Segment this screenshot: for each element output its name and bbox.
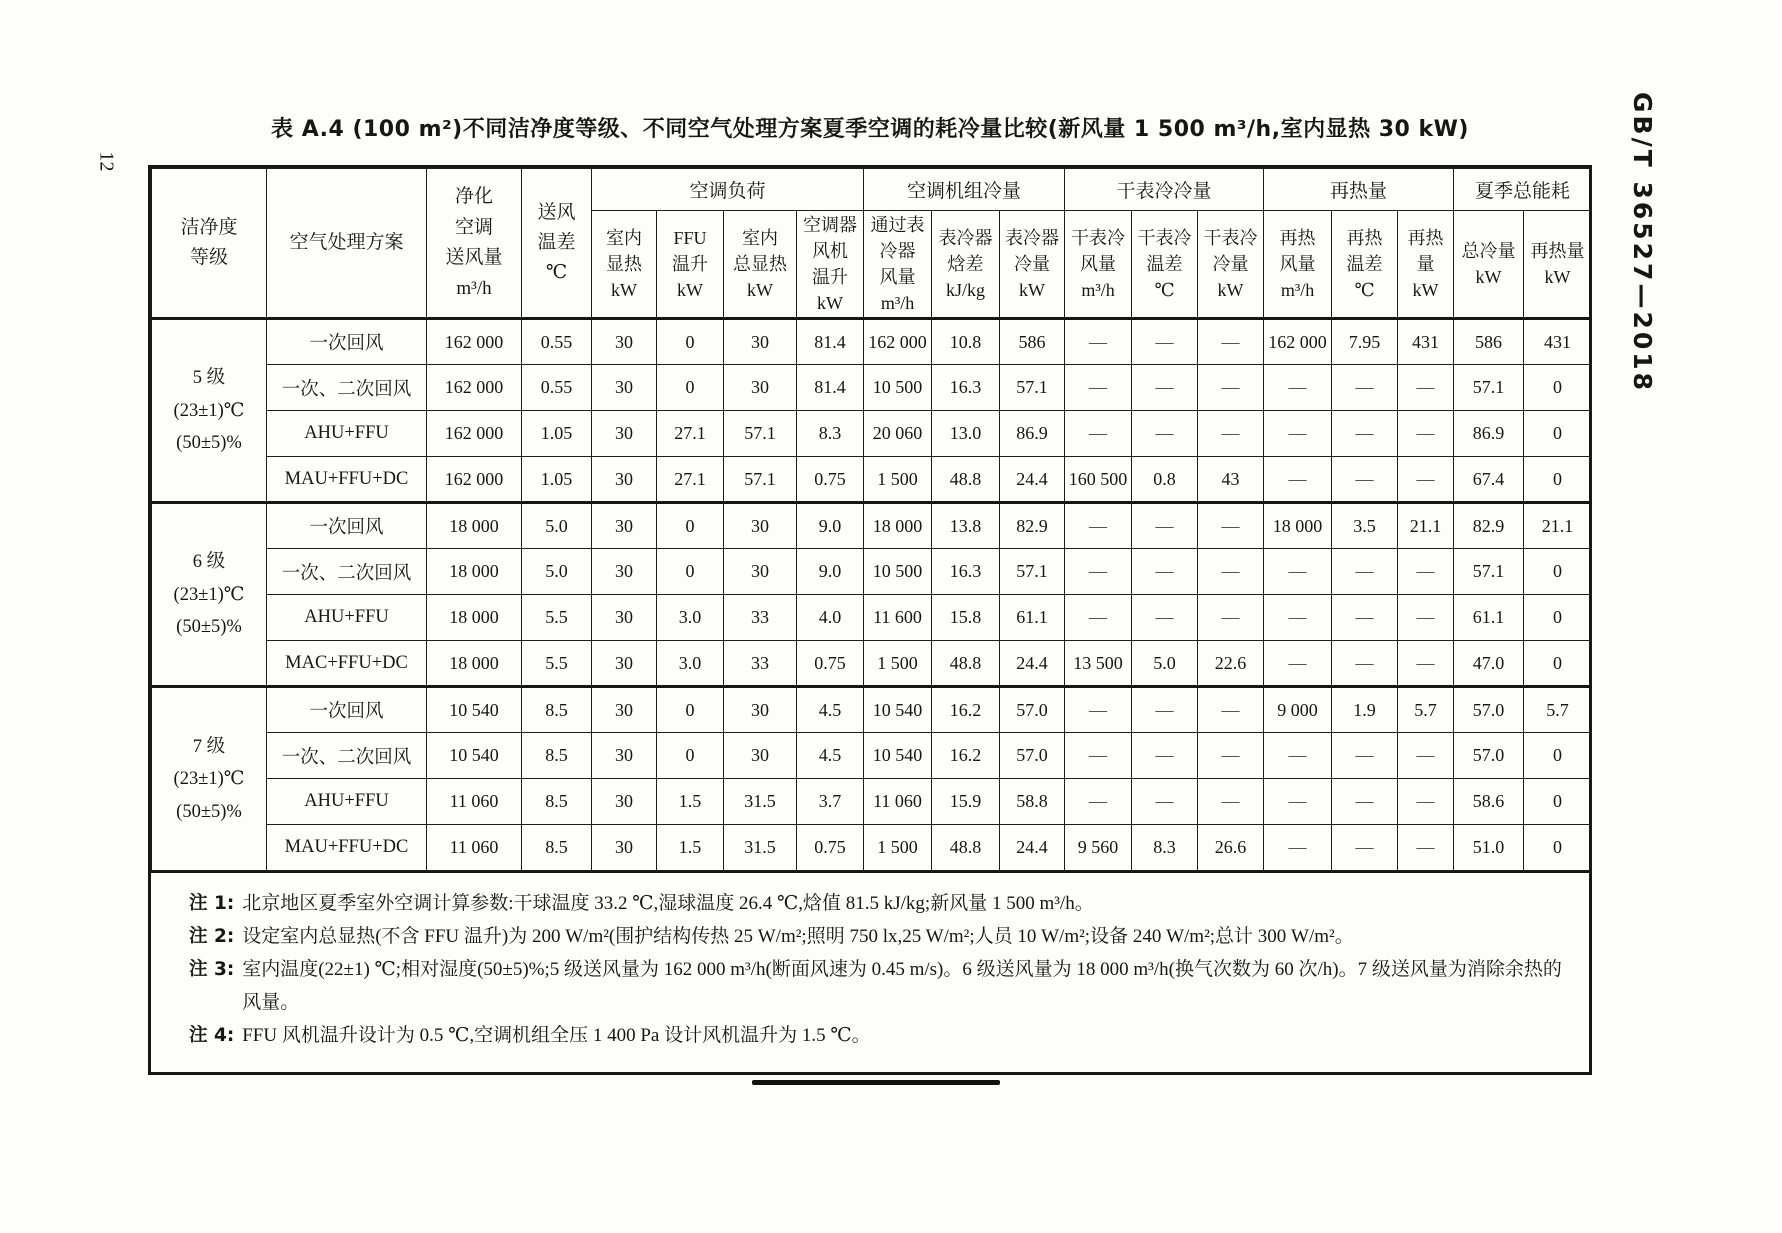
value-cell: 0.75	[797, 641, 864, 687]
comparison-table	[151, 168, 1592, 871]
value-cell: 16.2	[932, 733, 1000, 779]
standard-code-label: GB/T 36527—2018	[1628, 92, 1657, 394]
value-cell: 30	[592, 503, 657, 549]
value-cell: 8.5	[522, 825, 592, 871]
value-cell: —	[1065, 687, 1132, 733]
value-cell: 18 000	[427, 641, 522, 687]
value-cell: —	[1332, 825, 1398, 871]
header-group-row	[152, 169, 1592, 211]
column-header: 室内 显热 kW	[592, 211, 657, 319]
table-header	[152, 169, 1592, 319]
cleanliness-level-cell: 7 级 (23±1)℃ (50±5)%	[152, 687, 267, 871]
column-header: 再热 温差 ℃	[1332, 211, 1398, 319]
column-group-header: 再热量	[1264, 169, 1454, 211]
value-cell: 10 540	[427, 733, 522, 779]
value-cell: 3.5	[1332, 503, 1398, 549]
value-cell: 4.5	[797, 687, 864, 733]
value-cell: 33	[724, 595, 797, 641]
table-row	[152, 641, 1592, 687]
value-cell: 1.5	[657, 779, 724, 825]
value-cell: 4.0	[797, 595, 864, 641]
table-row	[152, 365, 1592, 411]
value-cell: 8.3	[1132, 825, 1198, 871]
scheme-cell: 一次、二次回风	[267, 365, 427, 411]
value-cell: —	[1198, 319, 1264, 365]
value-cell: 43	[1198, 457, 1264, 503]
value-cell: 30	[592, 641, 657, 687]
value-cell: 81.4	[797, 319, 864, 365]
note-text: 室内温度(22±1) ℃;相对湿度(50±5)%;5 级送风量为 162 000 m³/h(断面风速为 0.45 m/s)。6 级送风量为 18 000 m³/h(换气次数为 60 次/h)。7 级送风量为消除余热的风量。	[242, 959, 1562, 1014]
note-label: 注 1:	[189, 893, 235, 915]
column-header: 总冷量 kW	[1454, 211, 1524, 319]
cleanliness-level-cell: 6 级 (23±1)℃ (50±5)%	[152, 503, 267, 687]
value-cell: 5.5	[522, 641, 592, 687]
scheme-cell: 一次回风	[267, 687, 427, 733]
value-cell: —	[1065, 733, 1132, 779]
scheme-cell: 一次、二次回风	[267, 549, 427, 595]
value-cell: 30	[724, 365, 797, 411]
scheme-cell: 一次、二次回风	[267, 733, 427, 779]
note-text: 北京地区夏季室外空调计算参数:干球温度 33.2 ℃,湿球温度 26.4 ℃,焓值 81.5 kJ/kg;新风量 1 500 m³/h。	[242, 893, 1094, 915]
value-cell: 11 600	[864, 595, 932, 641]
value-cell: 0	[657, 503, 724, 549]
table-row	[152, 595, 1592, 641]
value-cell: 11 060	[864, 779, 932, 825]
table-row	[152, 319, 1592, 365]
value-cell: —	[1132, 779, 1198, 825]
note-item	[189, 953, 1563, 1019]
value-cell: 61.1	[1454, 595, 1524, 641]
value-cell: 10 500	[864, 549, 932, 595]
value-cell: 30	[592, 825, 657, 871]
value-cell: 1.9	[1332, 687, 1398, 733]
value-cell: 57.1	[724, 411, 797, 457]
table-body	[152, 319, 1592, 871]
value-cell: 3.7	[797, 779, 864, 825]
column-header: 通过表 冷器 风量 m³/h	[864, 211, 932, 319]
value-cell: 162 000	[427, 319, 522, 365]
value-cell: 48.8	[932, 641, 1000, 687]
value-cell: —	[1332, 641, 1398, 687]
value-cell: 0	[657, 319, 724, 365]
value-cell: —	[1198, 779, 1264, 825]
value-cell: —	[1065, 549, 1132, 595]
value-cell: 21.1	[1524, 503, 1592, 549]
value-cell: —	[1065, 411, 1132, 457]
value-cell: 57.0	[1454, 733, 1524, 779]
column-header: 室内 总显热 kW	[724, 211, 797, 319]
value-cell: 11 060	[427, 825, 522, 871]
value-cell: 30	[592, 595, 657, 641]
value-cell: 9 560	[1065, 825, 1132, 871]
value-cell: 162 000	[864, 319, 932, 365]
value-cell: 22.6	[1198, 641, 1264, 687]
table-row	[152, 733, 1592, 779]
value-cell: 8.5	[522, 733, 592, 779]
value-cell: 24.4	[1000, 825, 1065, 871]
value-cell: —	[1264, 779, 1332, 825]
value-cell: 81.4	[797, 365, 864, 411]
table-row	[152, 503, 1592, 549]
scheme-cell: AHU+FFU	[267, 595, 427, 641]
value-cell: —	[1198, 411, 1264, 457]
value-cell: 5.5	[522, 595, 592, 641]
value-cell: 0.75	[797, 457, 864, 503]
value-cell: 5.7	[1398, 687, 1454, 733]
value-cell: 27.1	[657, 411, 724, 457]
value-cell: 9 000	[1264, 687, 1332, 733]
value-cell: —	[1198, 687, 1264, 733]
value-cell: 0.8	[1132, 457, 1198, 503]
value-cell: 16.3	[932, 549, 1000, 595]
value-cell: 0	[1524, 779, 1592, 825]
value-cell: 15.9	[932, 779, 1000, 825]
column-header: 再热量 kW	[1524, 211, 1592, 319]
scheme-cell: 一次回风	[267, 319, 427, 365]
value-cell: 10.8	[932, 319, 1000, 365]
column-header: 表冷器 焓差 kJ/kg	[932, 211, 1000, 319]
value-cell: —	[1198, 503, 1264, 549]
value-cell: —	[1398, 365, 1454, 411]
table-row	[152, 687, 1592, 733]
value-cell: 16.2	[932, 687, 1000, 733]
value-cell: 162 000	[427, 411, 522, 457]
value-cell: 24.4	[1000, 457, 1065, 503]
note-label: 注 3:	[189, 959, 235, 981]
scheme-cell: AHU+FFU	[267, 779, 427, 825]
value-cell: 162 000	[427, 457, 522, 503]
value-cell: 1.5	[657, 825, 724, 871]
scheme-cell: MAU+FFU+DC	[267, 457, 427, 503]
column-header: 净化 空调 送风量 m³/h	[427, 169, 522, 319]
scheme-cell: AHU+FFU	[267, 411, 427, 457]
value-cell: —	[1065, 595, 1132, 641]
value-cell: —	[1264, 457, 1332, 503]
column-header: FFU 温升 kW	[657, 211, 724, 319]
table-row	[152, 779, 1592, 825]
value-cell: 162 000	[1264, 319, 1332, 365]
value-cell: 24.4	[1000, 641, 1065, 687]
value-cell: 47.0	[1454, 641, 1524, 687]
column-header: 洁净度 等级	[152, 169, 267, 319]
value-cell: 30	[724, 549, 797, 595]
value-cell: —	[1332, 595, 1398, 641]
value-cell: —	[1398, 779, 1454, 825]
value-cell: 0	[1524, 457, 1592, 503]
value-cell: —	[1332, 549, 1398, 595]
column-group-header: 夏季总能耗	[1454, 169, 1592, 211]
value-cell: —	[1398, 549, 1454, 595]
value-cell: —	[1398, 411, 1454, 457]
note-item	[189, 1019, 1563, 1052]
value-cell: —	[1332, 733, 1398, 779]
value-cell: —	[1332, 411, 1398, 457]
value-cell: —	[1065, 779, 1132, 825]
value-cell: 30	[724, 319, 797, 365]
value-cell: 57.0	[1000, 733, 1065, 779]
value-cell: —	[1132, 503, 1198, 549]
value-cell: 162 000	[427, 365, 522, 411]
value-cell: 160 500	[1065, 457, 1132, 503]
value-cell: 0.75	[797, 825, 864, 871]
column-header: 表冷器 冷量 kW	[1000, 211, 1065, 319]
value-cell: 30	[592, 733, 657, 779]
value-cell: 0.55	[522, 319, 592, 365]
value-cell: 57.0	[1000, 687, 1065, 733]
note-label: 注 2:	[189, 926, 235, 948]
value-cell: 1 500	[864, 825, 932, 871]
value-cell: 30	[592, 411, 657, 457]
value-cell: 13 500	[1065, 641, 1132, 687]
value-cell: 0.55	[522, 365, 592, 411]
value-cell: 0	[1524, 641, 1592, 687]
value-cell: 5.0	[522, 549, 592, 595]
column-header: 再热量 kW	[1398, 211, 1454, 319]
value-cell: 3.0	[657, 641, 724, 687]
value-cell: 7.95	[1332, 319, 1398, 365]
value-cell: 10 500	[864, 365, 932, 411]
value-cell: —	[1132, 411, 1198, 457]
value-cell: —	[1264, 595, 1332, 641]
value-cell: —	[1132, 549, 1198, 595]
value-cell: 0	[1524, 825, 1592, 871]
value-cell: —	[1398, 457, 1454, 503]
value-cell: —	[1132, 595, 1198, 641]
value-cell: 30	[592, 319, 657, 365]
value-cell: —	[1398, 595, 1454, 641]
value-cell: 16.3	[932, 365, 1000, 411]
value-cell: —	[1132, 687, 1198, 733]
value-cell: —	[1264, 733, 1332, 779]
value-cell: —	[1132, 319, 1198, 365]
value-cell: 58.6	[1454, 779, 1524, 825]
value-cell: 86.9	[1454, 411, 1524, 457]
value-cell: 431	[1398, 319, 1454, 365]
note-item	[189, 887, 1563, 920]
value-cell: —	[1398, 641, 1454, 687]
value-cell: —	[1264, 641, 1332, 687]
value-cell: 61.1	[1000, 595, 1065, 641]
end-rule	[752, 1080, 1000, 1085]
cleanliness-level-cell: 5 级 (23±1)℃ (50±5)%	[152, 319, 267, 503]
value-cell: 57.1	[1454, 365, 1524, 411]
value-cell: 10 540	[864, 733, 932, 779]
column-group-header: 空调机组冷量	[864, 169, 1065, 211]
value-cell: 0	[657, 733, 724, 779]
column-group-header: 干表冷冷量	[1065, 169, 1264, 211]
value-cell: 86.9	[1000, 411, 1065, 457]
table-row	[152, 457, 1592, 503]
value-cell: 57.1	[1000, 365, 1065, 411]
value-cell: 27.1	[657, 457, 724, 503]
value-cell: 18 000	[864, 503, 932, 549]
value-cell: 31.5	[724, 779, 797, 825]
value-cell: 33	[724, 641, 797, 687]
column-header: 干表冷 温差 ℃	[1132, 211, 1198, 319]
column-header: 空调器 风机 温升 kW	[797, 211, 864, 319]
value-cell: 18 000	[1264, 503, 1332, 549]
value-cell: 0	[1524, 595, 1592, 641]
value-cell: 10 540	[427, 687, 522, 733]
value-cell: 586	[1000, 319, 1065, 365]
value-cell: 0	[657, 687, 724, 733]
value-cell: 1 500	[864, 641, 932, 687]
value-cell: —	[1264, 411, 1332, 457]
value-cell: 5.7	[1524, 687, 1592, 733]
value-cell: —	[1332, 779, 1398, 825]
value-cell: —	[1398, 733, 1454, 779]
value-cell: —	[1065, 503, 1132, 549]
value-cell: —	[1198, 733, 1264, 779]
value-cell: 20 060	[864, 411, 932, 457]
column-header: 干表冷 冷量 kW	[1198, 211, 1264, 319]
value-cell: 82.9	[1000, 503, 1065, 549]
value-cell: —	[1332, 365, 1398, 411]
value-cell: 5.0	[522, 503, 592, 549]
value-cell: 48.8	[932, 825, 1000, 871]
value-cell: 15.8	[932, 595, 1000, 641]
value-cell: —	[1132, 733, 1198, 779]
page-number: 12	[95, 151, 118, 172]
scheme-cell: MAU+FFU+DC	[267, 825, 427, 871]
value-cell: 30	[592, 687, 657, 733]
value-cell: —	[1264, 825, 1332, 871]
value-cell: 57.1	[1000, 549, 1065, 595]
value-cell: 67.4	[1454, 457, 1524, 503]
value-cell: 0	[657, 365, 724, 411]
value-cell: —	[1332, 457, 1398, 503]
column-header: 干表冷 风量 m³/h	[1065, 211, 1132, 319]
value-cell: 9.0	[797, 503, 864, 549]
value-cell: 9.0	[797, 549, 864, 595]
value-cell: 57.1	[1454, 549, 1524, 595]
value-cell: 0	[1524, 411, 1592, 457]
value-cell: 48.8	[932, 457, 1000, 503]
table-frame	[148, 165, 1592, 1075]
value-cell: 30	[592, 457, 657, 503]
value-cell: 57.0	[1454, 687, 1524, 733]
value-cell: 51.0	[1454, 825, 1524, 871]
value-cell: —	[1132, 365, 1198, 411]
value-cell: 0	[657, 549, 724, 595]
value-cell: 26.6	[1198, 825, 1264, 871]
value-cell: 30	[724, 733, 797, 779]
value-cell: 0	[1524, 365, 1592, 411]
value-cell: 18 000	[427, 503, 522, 549]
value-cell: 5.0	[1132, 641, 1198, 687]
table-row	[152, 825, 1592, 871]
value-cell: 18 000	[427, 549, 522, 595]
note-text: 设定室内总显热(不含 FFU 温升)为 200 W/m²(围护结构传热 25 W/m²;照明 750 lx,25 W/m²;人员 10 W/m²;设备 240 W/m²;总计 300 W/m²。	[242, 926, 1354, 948]
column-group-header: 空调负荷	[592, 169, 864, 211]
value-cell: —	[1198, 549, 1264, 595]
value-cell: —	[1198, 365, 1264, 411]
value-cell: 8.5	[522, 779, 592, 825]
value-cell: 21.1	[1398, 503, 1454, 549]
column-header: 空气处理方案	[267, 169, 427, 319]
value-cell: 30	[592, 549, 657, 595]
value-cell: 1.05	[522, 457, 592, 503]
value-cell: 10 540	[864, 687, 932, 733]
value-cell: 11 060	[427, 779, 522, 825]
value-cell: 0	[1524, 733, 1592, 779]
value-cell: —	[1198, 595, 1264, 641]
value-cell: 30	[724, 503, 797, 549]
value-cell: —	[1398, 825, 1454, 871]
value-cell: 30	[724, 687, 797, 733]
scheme-cell: MAC+FFU+DC	[267, 641, 427, 687]
value-cell: 4.5	[797, 733, 864, 779]
value-cell: 18 000	[427, 595, 522, 641]
value-cell: 1 500	[864, 457, 932, 503]
table-title: 表 A.4 (100 m²)不同洁净度等级、不同空气处理方案夏季空调的耗冷量比较(新风量 1 500 m³/h,室内显热 30 kW)	[271, 117, 1469, 142]
table-notes	[151, 871, 1589, 1072]
note-text: FFU 风机温升设计为 0.5 ℃,空调机组全压 1 400 Pa 设计风机温升为 1.5 ℃。	[242, 1025, 871, 1047]
column-header: 再热 风量 m³/h	[1264, 211, 1332, 319]
value-cell: 30	[592, 779, 657, 825]
table-row	[152, 411, 1592, 457]
note-label: 注 4:	[189, 1025, 235, 1047]
table-row	[152, 549, 1592, 595]
value-cell: 13.8	[932, 503, 1000, 549]
value-cell: 8.3	[797, 411, 864, 457]
value-cell: —	[1264, 365, 1332, 411]
value-cell: 30	[592, 365, 657, 411]
scheme-cell: 一次回风	[267, 503, 427, 549]
value-cell: —	[1264, 549, 1332, 595]
value-cell: 431	[1524, 319, 1592, 365]
value-cell: 13.0	[932, 411, 1000, 457]
value-cell: 0	[1524, 549, 1592, 595]
column-header: 送风 温差 ℃	[522, 169, 592, 319]
note-item	[189, 920, 1563, 953]
value-cell: 1.05	[522, 411, 592, 457]
value-cell: —	[1065, 319, 1132, 365]
value-cell: 3.0	[657, 595, 724, 641]
value-cell: 82.9	[1454, 503, 1524, 549]
value-cell: 58.8	[1000, 779, 1065, 825]
value-cell: 31.5	[724, 825, 797, 871]
value-cell: 586	[1454, 319, 1524, 365]
value-cell: 8.5	[522, 687, 592, 733]
value-cell: —	[1065, 365, 1132, 411]
value-cell: 57.1	[724, 457, 797, 503]
